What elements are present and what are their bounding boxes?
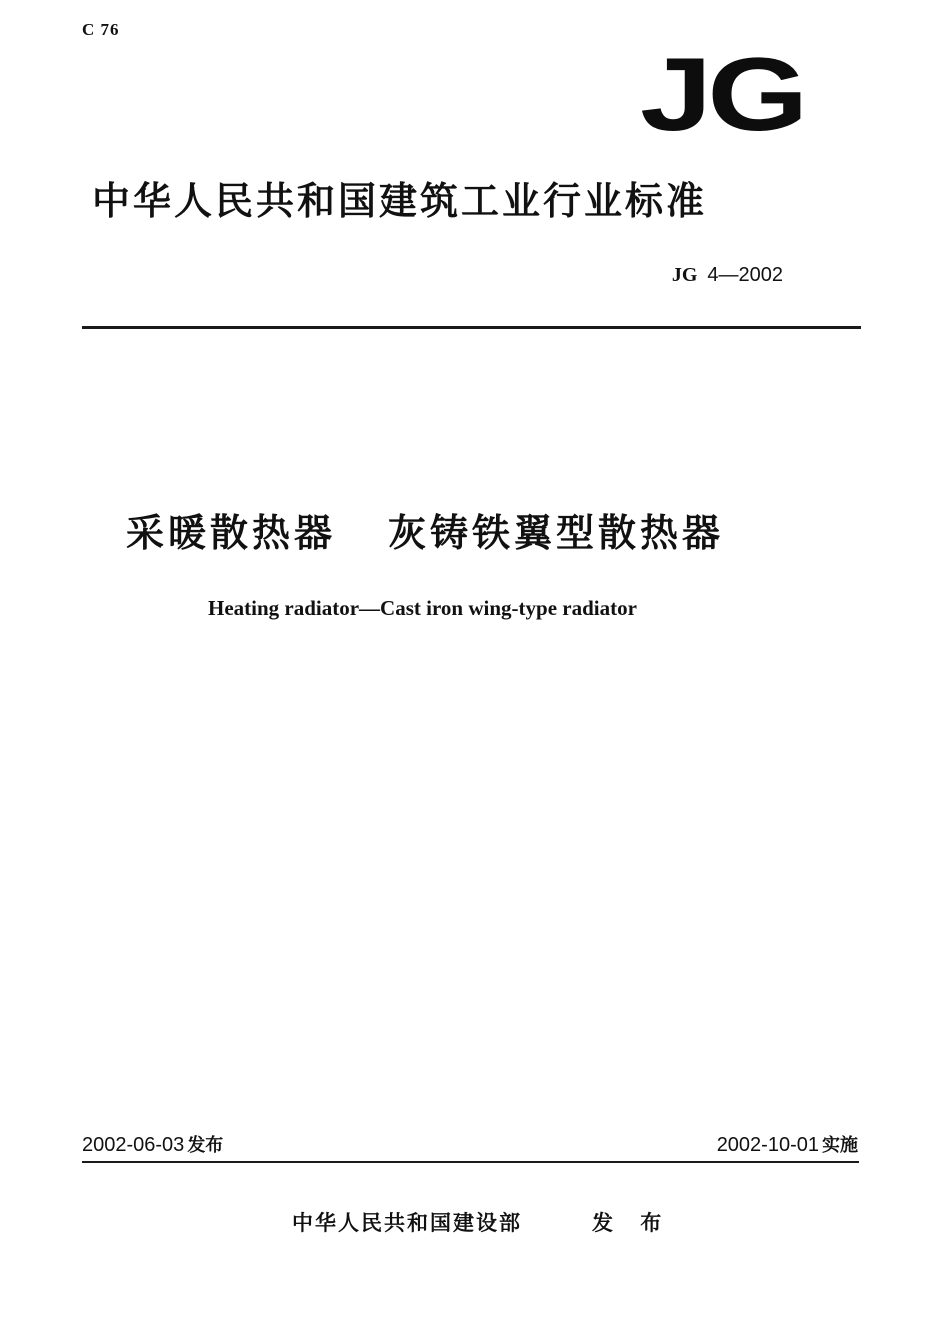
title-chinese-part2: 灰铸铁翼型散热器 <box>388 511 725 555</box>
classification-code: C 76 <box>82 20 120 39</box>
standard-number-prefix: JG <box>671 264 698 286</box>
standard-number <box>672 260 783 289</box>
title-chinese <box>126 508 724 558</box>
issuing-authority: 中华人民共和国建设部 <box>292 1211 522 1235</box>
title-chinese-part1: 采暖散热器 <box>126 511 337 555</box>
implementation-date-line <box>717 1130 858 1160</box>
jg-logo: JG <box>640 37 804 153</box>
issue-date: 2002-06-03 <box>82 1134 185 1156</box>
standard-number-value: 4—2002 <box>707 264 783 286</box>
issue-date-line <box>82 1130 223 1160</box>
top-divider <box>82 326 861 329</box>
issue-date-label: 发布 <box>187 1135 224 1156</box>
standard-category: 中华人民共和国建筑工业行业标准 <box>92 179 708 223</box>
title-english: Heating radiator—Cast iron wing-type radiator <box>208 596 637 620</box>
implementation-date: 2002-10-01 <box>716 1134 819 1156</box>
bottom-divider <box>82 1161 859 1163</box>
implementation-date-label: 实施 <box>822 1135 858 1156</box>
issuing-label: 发 布 <box>592 1211 672 1235</box>
